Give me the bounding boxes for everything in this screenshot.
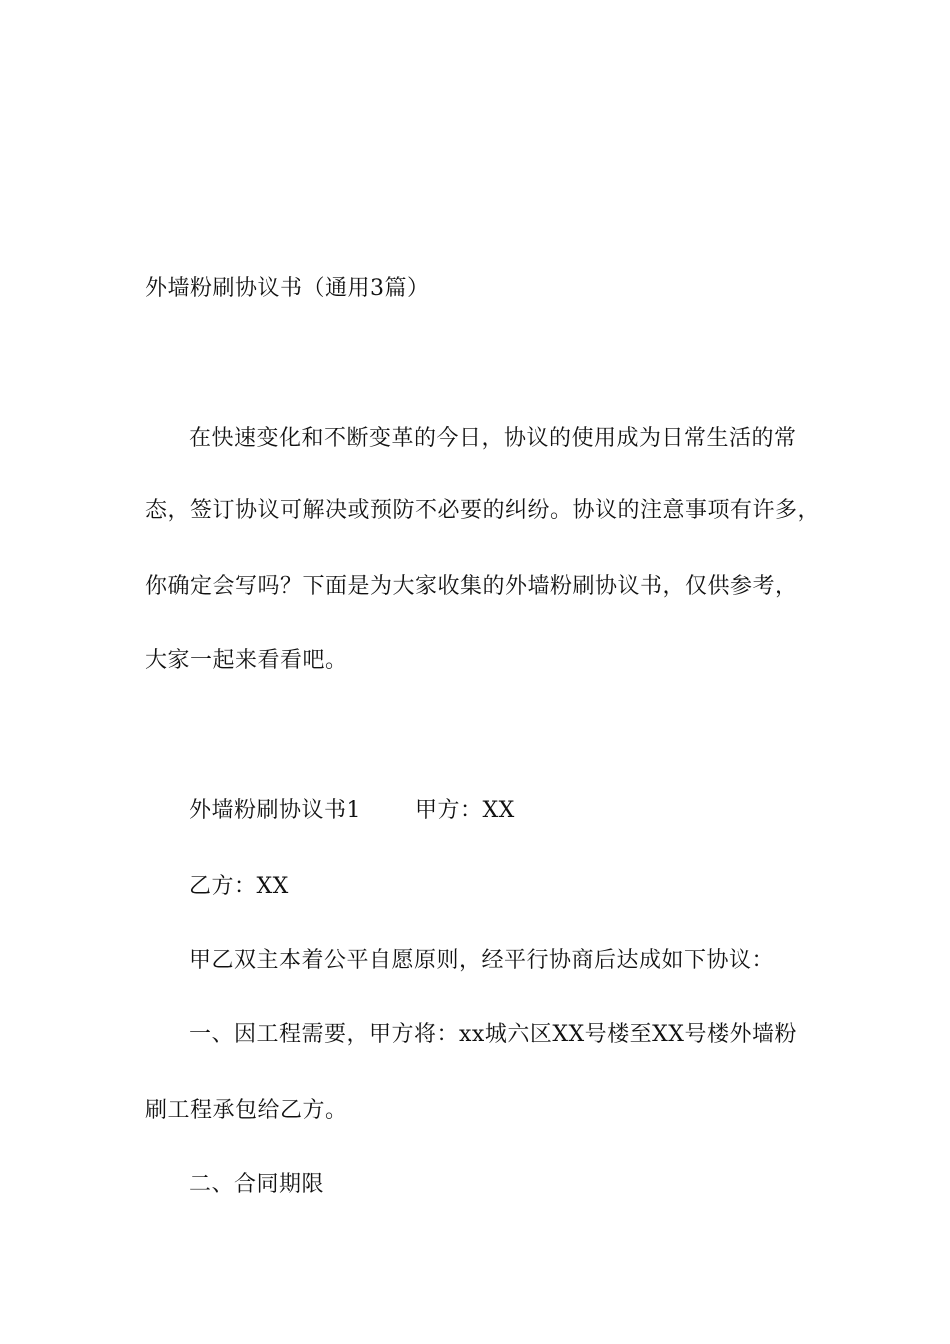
section-1-heading-row [189,796,515,826]
agreement-preamble: 甲乙双主本着公平自愿原则，经平行协商后达成如下协议： [189,948,775,973]
intro-line-2: 态，签订协议可解决或预防不必要的纠纷。协议的注意事项有许多， [145,498,821,523]
clause-1-line-1: 一、因工程需要，甲方将：xx城六区XX号楼至XX号楼外墙粉 [189,1022,797,1047]
clause-1-line-2: 刷工程承包给乙方。 [145,1098,348,1123]
party-a: 甲方：XX [415,798,515,823]
intro-line-3: 你确定会写吗？下面是为大家收集的外墙粉刷协议书，仅供参考， [145,574,798,599]
section-1-heading: 外墙粉刷协议书1 [189,798,361,823]
document-title: 外墙粉刷协议书（通用3篇） [145,276,430,301]
intro-line-4: 大家一起来看看吧。 [145,648,348,673]
clause-2-heading: 二、合同期限 [189,1172,325,1197]
intro-line-1: 在快速变化和不断变革的今日，协议的使用成为日常生活的常 [189,426,797,451]
party-b: 乙方：XX [189,874,289,899]
